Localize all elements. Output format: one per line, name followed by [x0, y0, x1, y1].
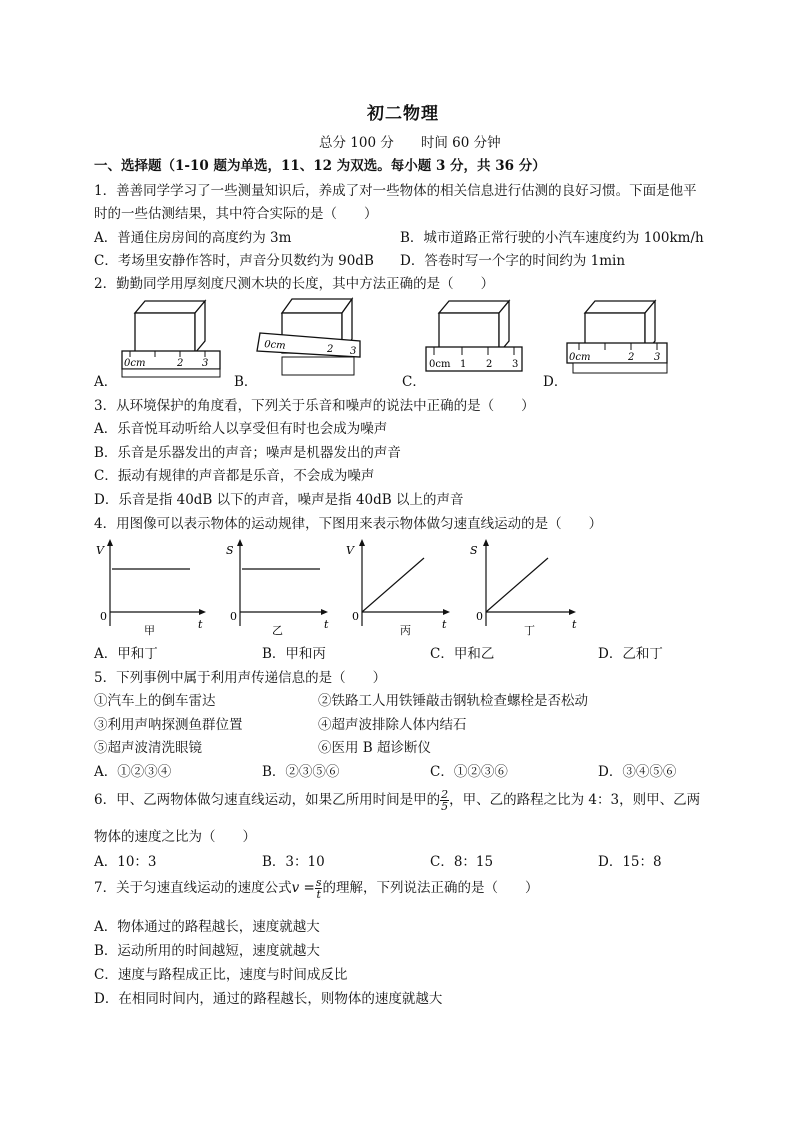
- q4-jia-xlabel: t: [198, 618, 203, 631]
- q5-item-1: ①汽车上的倒车雷达: [94, 693, 216, 709]
- q6-option-d: D．15：8: [598, 854, 662, 870]
- ruler-c-mark-2: 2: [486, 359, 493, 370]
- ruler-c-mark-1: 1: [460, 359, 467, 370]
- q6-frac-num: 2: [441, 788, 449, 801]
- ruler-d-mark-3: 3: [654, 352, 661, 363]
- q1-option-c: C．考场里安静作答时，声音分贝数约为 90dB: [94, 253, 374, 269]
- q6-option-b: B．3：10: [262, 854, 325, 870]
- ruler-b-mark-3: 3: [350, 346, 357, 357]
- q1-stem-line2: 时的一些估测结果，其中符合实际的是（ ）: [94, 206, 378, 222]
- q4-bing-ylabel: V: [346, 544, 354, 557]
- q7-frac-den: t: [316, 888, 321, 901]
- q1-option-b: B．城市道路正常行驶的小汽车速度约为 100km/h: [400, 230, 704, 246]
- q6-option-a: A．10：3: [94, 854, 157, 870]
- q6-stem-after: ，甲、乙的路程之比为 4：3，则甲、乙两: [449, 792, 701, 808]
- q5-option-d: D．③④⑤⑥: [598, 764, 677, 780]
- q5-item-2: ②铁路工人用铁锤敲击钢轨检查螺栓是否松动: [318, 693, 588, 709]
- q7-option-a: A．物体通过的路程越长，速度就越大: [94, 919, 320, 935]
- q4-jia-origin: 0: [100, 610, 107, 623]
- q4-graph-ding: [460, 536, 584, 640]
- ruler-d-mark-0: 0cm: [569, 352, 591, 363]
- ruler-mark-3: 3: [202, 358, 209, 369]
- q2-label-c: C．: [402, 374, 426, 390]
- q4-bing-caption: 丙: [400, 624, 411, 637]
- q2-label-d: D．: [543, 374, 568, 390]
- q4-option-b: B．甲和丙: [262, 646, 326, 662]
- q4-yi-xlabel: t: [324, 618, 329, 631]
- q7-stem-after: 的理解，下列说法正确的是（ ）: [322, 880, 539, 896]
- q5-stem: 5．下列事例中属于利用声传递信息的是（ ）: [94, 670, 387, 686]
- q4-ding-ylabel: S: [470, 544, 478, 557]
- q1-stem-line1: 1．善善同学学习了一些测量知识后，养成了对一些物体的相关信息进行估测的良好习惯。下面是他平: [94, 183, 697, 199]
- q2-figure-d: [565, 295, 675, 385]
- q7-option-b: B．运动所用的时间越短，速度就越大: [94, 943, 320, 959]
- exam-info: 总分 100 分 时间 60 分钟: [319, 135, 501, 151]
- q1-option-a: A．普通住房房间的高度约为 3m: [94, 230, 292, 246]
- ruler-c-mark-3: 3: [512, 359, 519, 370]
- ruler-c-mark-0: 0cm: [429, 359, 451, 370]
- q4-bing-xlabel: t: [442, 618, 447, 631]
- q4-option-d: D．乙和丁: [598, 646, 663, 662]
- q4-yi-ylabel: S: [226, 544, 234, 557]
- q6-frac-den: 5: [441, 800, 449, 813]
- q4-bing-origin: 0: [352, 610, 359, 623]
- q7-stem: [94, 874, 538, 902]
- q5-option-c: C．①②③⑥: [430, 764, 508, 780]
- q4-option-c: C．甲和乙: [430, 646, 495, 662]
- q4-graph-bing: [338, 536, 458, 640]
- q4-yi-caption: 乙: [272, 624, 283, 637]
- q2-figure-c: [424, 295, 534, 385]
- q7-frac-num: s: [315, 876, 322, 889]
- q2-figure-a: [120, 295, 230, 385]
- q4-ding-caption: 丁: [524, 624, 535, 637]
- q6-stem-line2: 物体的速度之比为（ ）: [94, 829, 256, 845]
- q5-item-4: ④超声波排除人体内结石: [318, 717, 467, 733]
- q4-graph-jia: [94, 536, 214, 640]
- q5-option-a: A．①②③④: [94, 764, 172, 780]
- page-title: 初二物理: [367, 104, 439, 124]
- section-heading: 一、选择题（1-10 题为单选，11、12 为双选。每小题 3 分，共 36 分）: [94, 158, 546, 174]
- q4-ding-origin: 0: [476, 610, 483, 623]
- q4-jia-caption: 甲: [144, 624, 155, 637]
- q2-label-b: B．: [234, 374, 258, 390]
- q2-stem: 2．勤勤同学用厚刻度尺测木块的长度，其中方法正确的是（ ）: [94, 276, 495, 292]
- q3-option-a: A．乐音悦耳动听给人以享受但有时也会成为噪声: [94, 421, 388, 437]
- q3-option-d: D．乐音是指 40dB 以下的声音，噪声是指 40dB 以上的声音: [94, 492, 464, 508]
- q3-stem: 3．从环境保护的角度看，下列关于乐音和噪声的说法中正确的是（ ）: [94, 398, 535, 414]
- q7-stem-before: 7．关于匀速直线运动的速度公式: [94, 880, 292, 896]
- q1-option-d: D．答卷时写一个字的时间约为 1min: [400, 253, 626, 269]
- q4-ding-xlabel: t: [572, 618, 577, 631]
- q6-fraction: [440, 789, 449, 812]
- q3-option-c: C．振动有规律的声音都是乐音，不会成为噪声: [94, 468, 375, 484]
- q6-stem-line1: [94, 786, 700, 814]
- ruler-mark-0: 0cm: [124, 358, 146, 369]
- q7-option-d: D．在相同时间内，通过的路程越长，则物体的速度就越大: [94, 991, 443, 1007]
- q5-option-b: B．②③⑤⑥: [262, 764, 340, 780]
- q7-option-c: C．速度与路程成正比，速度与时间成反比: [94, 967, 348, 983]
- q5-item-5: ⑤超声波清洗眼镜: [94, 740, 202, 756]
- q4-option-a: A．甲和丁: [94, 646, 158, 662]
- q5-item-6: ⑥医用 B 超诊断仪: [318, 740, 432, 756]
- q7-formula-lhs: v =: [291, 880, 315, 896]
- ruler-mark-2: 2: [177, 358, 184, 369]
- q6-stem-before: 6．甲、乙两物体做匀速直线运动，如果乙所用时间是甲的: [94, 792, 441, 808]
- q4-jia-ylabel: V: [96, 544, 104, 557]
- q2-figure-b: [252, 295, 367, 385]
- ruler-b-mark-2: 2: [327, 344, 334, 355]
- q5-item-3: ③利用声呐探测鱼群位置: [94, 717, 243, 733]
- q2-label-a: A．: [94, 374, 118, 390]
- q4-graph-yi: [224, 536, 344, 640]
- q3-option-b: B．乐音是乐器发出的声音；噪声是机器发出的声音: [94, 445, 401, 461]
- ruler-d-mark-2: 2: [628, 352, 635, 363]
- q4-stem: 4．用图像可以表示物体的运动规律，下图用来表示物体做匀速直线运动的是（ ）: [94, 516, 603, 532]
- q4-yi-origin: 0: [230, 610, 237, 623]
- q6-option-c: C．8：15: [430, 854, 494, 870]
- ruler-b-mark-0: 0cm: [263, 339, 287, 352]
